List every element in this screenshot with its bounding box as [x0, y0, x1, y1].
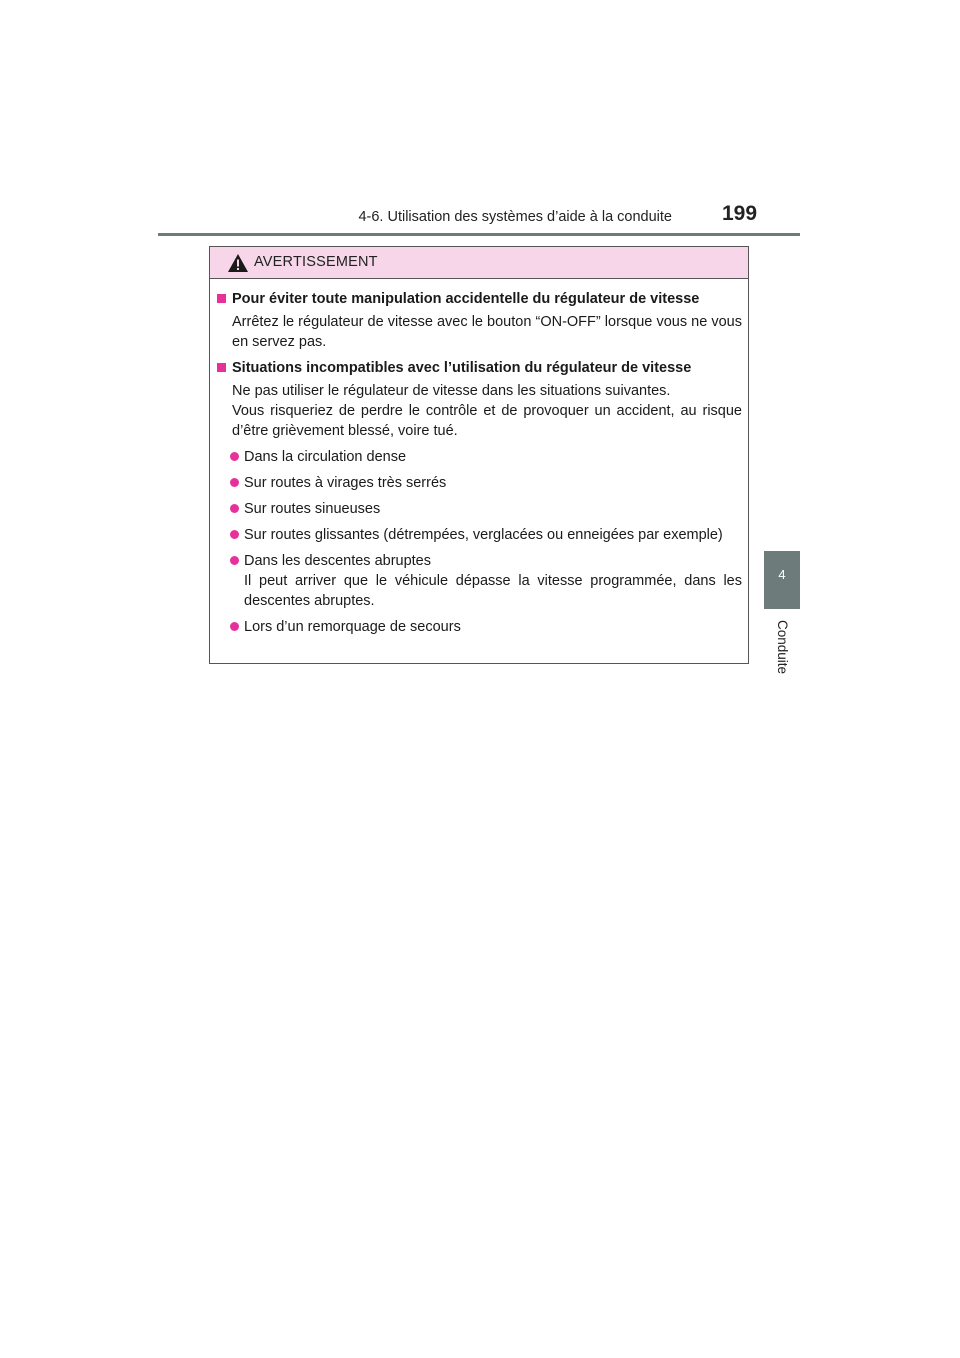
list-item-text: Lors d’un remorquage de secours: [244, 619, 461, 635]
section-text-line: Ne pas utiliser le régulateur de vitesse dans les situations suivantes.: [232, 383, 671, 399]
list-item: [215, 525, 742, 545]
section-title: [215, 289, 742, 309]
section-title-text: Pour éviter toute manipulation accidentelle du régulateur de vitesse: [232, 291, 700, 307]
list-item: [215, 473, 742, 493]
list-item: [215, 499, 742, 519]
section-text-line: Vous risqueriez de perdre le contrôle et de provoquer un accident, au risque d’être grièvement blessé, voire tué.: [232, 403, 742, 439]
list-item: [215, 551, 742, 611]
section-text: [215, 381, 742, 441]
chapter-label-text: Conduite: [775, 620, 790, 675]
chapter-tab[interactable]: [764, 551, 800, 609]
warning-body: [210, 279, 748, 637]
warning-triangle-icon: [227, 253, 249, 273]
round-bullet-icon: [230, 504, 239, 513]
warning-box: [209, 246, 749, 664]
bullet-list: [215, 447, 742, 637]
warning-header: [210, 247, 748, 279]
header-rule: [158, 233, 800, 236]
list-item: [215, 617, 742, 637]
list-item-text: Dans la circulation dense: [244, 449, 407, 465]
round-bullet-icon: [230, 556, 239, 565]
round-bullet-icon: [230, 622, 239, 631]
section-title: [215, 358, 742, 378]
warning-section: [215, 289, 742, 352]
round-bullet-icon: [230, 478, 239, 487]
section-text: Arrêtez le régulateur de vitesse avec le bouton “ON-OFF” lorsque vous ne vous en servez pas.: [232, 314, 742, 350]
list-item-text: Sur routes glissantes (détrempées, verglacées ou enneigées par exemple): [244, 527, 723, 543]
chapter-number: 4: [778, 567, 786, 582]
header-section-title: 4-6. Utilisation des systèmes d’aide à la conduite: [358, 209, 672, 225]
round-bullet-icon: [230, 530, 239, 539]
list-item-text: Dans les descentes abruptes Il peut arriver que le véhicule dépasse la vitesse programmée, dans les descentes abruptes.: [244, 553, 742, 609]
square-bullet-icon: [217, 363, 226, 372]
warning-title: AVERTISSEMENT: [254, 254, 378, 270]
list-item-text: Sur routes sinueuses: [244, 501, 381, 517]
warning-section: [215, 358, 742, 637]
square-bullet-icon: [217, 294, 226, 303]
section-title-text: Situations incompatibles avec l’utilisation du régulateur de vitesse: [232, 360, 692, 376]
page-number: 199: [722, 202, 758, 225]
round-bullet-icon: [230, 452, 239, 461]
list-item-text: Sur routes à virages très serrés: [244, 475, 447, 491]
list-item: [215, 447, 742, 467]
chapter-label: [764, 620, 800, 680]
